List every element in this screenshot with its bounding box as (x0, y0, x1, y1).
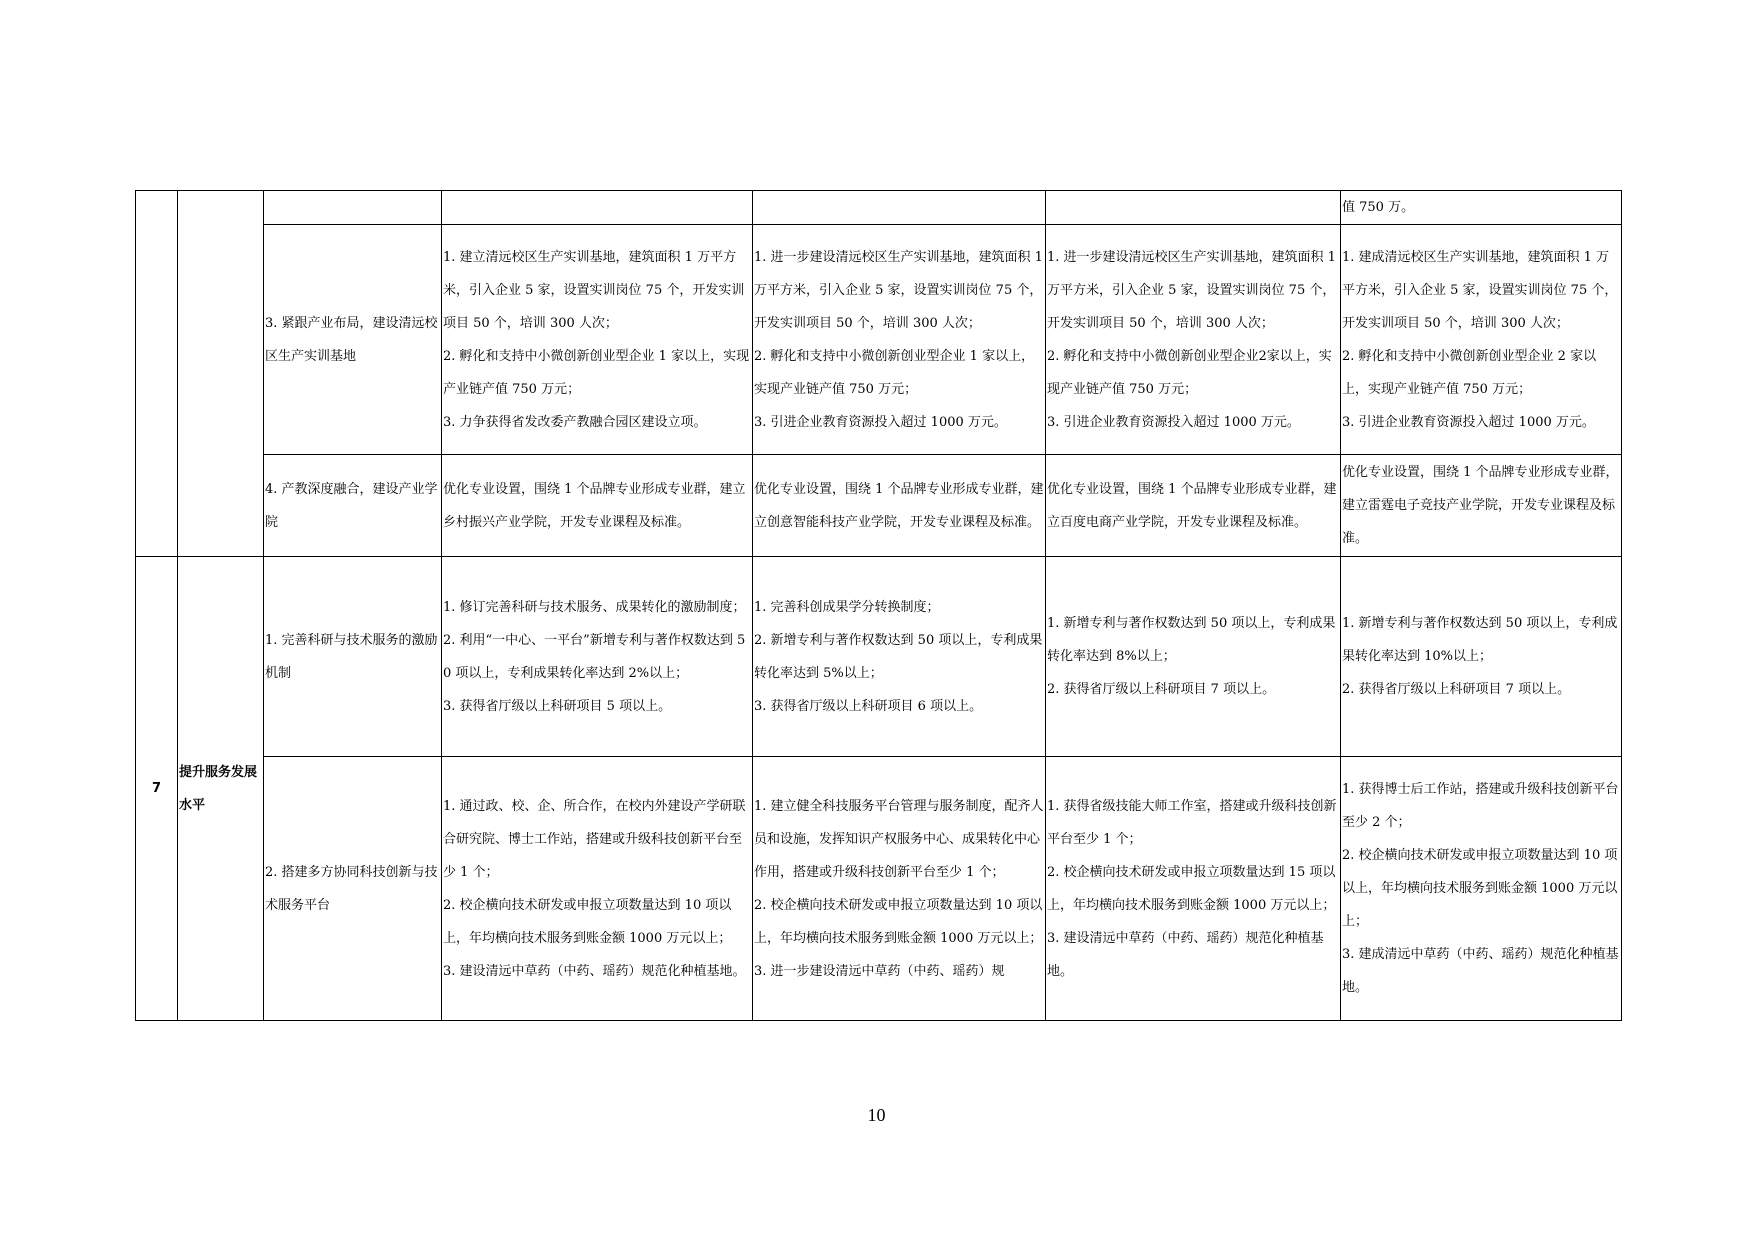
plan-table (135, 190, 1622, 1021)
plan-cell (753, 455, 1046, 557)
plan-cell (1341, 557, 1622, 757)
cell-line: 2. 获得省厅级以上科研项目 7 项以上。 (1047, 682, 1276, 697)
plan-cell (753, 225, 1046, 455)
table-row (136, 225, 1622, 455)
plan-cell (442, 225, 753, 455)
cell-line: 3. 建设清远中草药（中药、瑶药）规范化种植基地。 (1047, 930, 1324, 979)
cell-line: 2. 孵化和支持中小微创新创业型企业 1 家以上，实现产业链产值 750 万元； (443, 348, 750, 397)
cell-line: 3. 力争获得省发改委产教融合园区建设立项。 (443, 414, 707, 430)
page-number: 10 (867, 1105, 886, 1125)
cell-line: 1. 获得省级技能大师工作室，搭建或升级科技创新平台至少 1 个； (1047, 798, 1337, 847)
task-cell (264, 757, 442, 1021)
table-row (136, 455, 1622, 557)
task-cell (264, 225, 442, 455)
cell-line: 2. 新增专利与著作权数达到 50 项以上，专利成果转化率达到 5%以上； (754, 632, 1043, 681)
task-cell (264, 191, 442, 225)
plan-cell (442, 191, 753, 225)
cell-line: 2. 孵化和支持中小微创新创业型企业2家以上，实现产业链产值 750 万元； (1047, 348, 1332, 397)
cell-line: 2. 孵化和支持中小微创新创业型企业 2 家以上，实现产业链产值 750 万元； (1342, 348, 1597, 397)
cell-line: 3. 获得省厅级以上科研项目 6 项以上。 (754, 698, 983, 714)
cell-line: 优化专业设置，围绕 1 个品牌专业形成专业群，建立百度电商产业学院，开发专业课程及标准。 (1047, 481, 1337, 530)
cell-line: 优化专业设置，围绕 1 个品牌专业形成专业群，建立雷霆电子竞技产业学院，开发专业课程及标准。 (1342, 465, 1619, 546)
plan-cell (753, 757, 1046, 1021)
cell-line: 3. 建设清远中草药（中药、瑶药）规范化种植基地。 (443, 963, 746, 979)
cell-line: 1. 进一步建设清远校区生产实训基地，建筑面积 1 万平方米，引入企业 5 家，设置实训岗位 75 个，开发实训项目 50 个，培训 300 人次； (1047, 249, 1336, 331)
cell-line: 2. 校企横向技术研发或申报立项数量达到 10 项以上，年均横向技术服务到账金额 1000 万元以上； (1342, 848, 1618, 929)
table-row (136, 557, 1622, 757)
cell-line: 3. 引进企业教育资源投入超过 1000 万元。 (1047, 414, 1300, 430)
plan-cell (442, 455, 753, 557)
cell-line: 1. 获得博士后工作站，搭建或升级科技创新平台至少 2 个； (1342, 782, 1619, 830)
plan-cell (753, 557, 1046, 757)
plan-cell (442, 557, 753, 757)
cell-line: 1. 完善科创成果学分转换制度； (754, 599, 940, 615)
cell-line: 3. 建成清远中草药（中药、瑶药）规范化种植基地。 (1342, 947, 1619, 995)
cell-line: 1. 新增专利与著作权数达到 50 项以上，专利成果转化率达到 8%以上； (1047, 616, 1336, 664)
cell-line: 1. 通过政、校、企、所合作，在校内外建设产学研联合研究院、博士工作站，搭建或升级科技创新平台至少 1 个； (443, 798, 746, 880)
cell-line: 3. 引进企业教育资源投入超过 1000 万元。 (754, 414, 1007, 430)
plan-cell (1046, 757, 1341, 1021)
cell-line: 值 750 万。 (1342, 200, 1415, 215)
cell-line: 3. 进一步建设清远中草药（中药、瑶药）规 (754, 963, 1005, 979)
cell-line: 2. 利用“一中心、一平台”新增专利与著作权数达到 50 项以上，专利成果转化率达到 2%以上； (443, 632, 746, 681)
cell-line: 2. 获得省厅级以上科研项目 7 项以上。 (1342, 682, 1571, 697)
category-cell (178, 191, 264, 557)
plan-cell (1341, 191, 1622, 225)
cell-line: 4. 产教深度融合，建设产业学院 (265, 481, 438, 530)
cell-line: 1. 修订完善科研与技术服务、成果转化的激励制度； (443, 599, 746, 615)
row-number-cell (136, 191, 178, 557)
row-number-cell: 7 (136, 557, 178, 1021)
task-cell (264, 455, 442, 557)
cell-line: 1. 建立健全科技服务平台管理与服务制度，配齐人员和设施，发挥知识产权服务中心、成果转化中心作用，搭建或升级科技创新平台至少 1 个； (754, 798, 1044, 880)
cell-line: 3. 引进企业教育资源投入超过 1000 万元。 (1342, 414, 1595, 430)
cell-line: 1. 进一步建设清远校区生产实训基地，建筑面积 1 万平方米，引入企业 5 家，设置实训岗位 75 个，开发实训项目 50 个，培训 300 人次； (754, 249, 1043, 331)
cell-line: 2. 校企横向技术研发或申报立项数量达到 10 项以上，年均横向技术服务到账金额 1000 万元以上； (754, 897, 1043, 946)
plan-cell (1046, 557, 1341, 757)
plan-cell (1046, 455, 1341, 557)
cell-line: 3. 获得省厅级以上科研项目 5 项以上。 (443, 698, 672, 714)
cell-line: 优化专业设置，围绕 1 个品牌专业形成专业群，建立创意智能科技产业学院，开发专业课程及标准。 (754, 481, 1044, 530)
plan-cell (1046, 191, 1341, 225)
cell-line: 3. 紧跟产业布局，建设清远校区生产实训基地 (265, 315, 438, 364)
plan-cell (753, 191, 1046, 225)
plan-cell (1046, 225, 1341, 455)
cell-line: 2. 校企横向技术研发或申报立项数量达到 10 项以上，年均横向技术服务到账金额 1000 万元以上； (443, 897, 732, 946)
cell-line: 1. 新增专利与著作权数达到 50 项以上，专利成果转化率达到 10%以上； (1342, 616, 1618, 664)
plan-cell (1341, 757, 1622, 1021)
plan-cell (1341, 455, 1622, 557)
plan-cell (1341, 225, 1622, 455)
plan-cell (442, 757, 753, 1021)
cell-line: 1. 建成清远校区生产实训基地，建筑面积 1 万平方米，引入企业 5 家，设置实训岗位 75 个，开发实训项目 50 个，培训 300 人次； (1342, 249, 1618, 331)
cell-line: 2. 校企横向技术研发或申报立项数量达到 15 项以上，年均横向技术服务到账金额 1000 万元以上； (1047, 864, 1336, 913)
cell-line: 2. 搭建多方协同科技创新与技术服务平台 (265, 864, 438, 913)
table-row (136, 757, 1622, 1021)
cell-line: 1. 完善科研与技术服务的激励机制 (265, 632, 438, 681)
cell-line: 优化专业设置，围绕 1 个品牌专业形成专业群，建立乡村振兴产业学院，开发专业课程及标准。 (443, 481, 746, 530)
category-cell: 提升服务发展水平 (178, 557, 264, 1021)
table-row (136, 191, 1622, 225)
cell-line: 1. 建立清远校区生产实训基地，建筑面积 1 万平方米，引入企业 5 家，设置实训岗位 75 个，开发实训项目 50 个，培训 300 人次； (443, 249, 745, 331)
cell-line: 2. 孵化和支持中小微创新创业型企业 1 家以上，实现产业链产值 750 万元； (754, 348, 1035, 397)
task-cell (264, 557, 442, 757)
